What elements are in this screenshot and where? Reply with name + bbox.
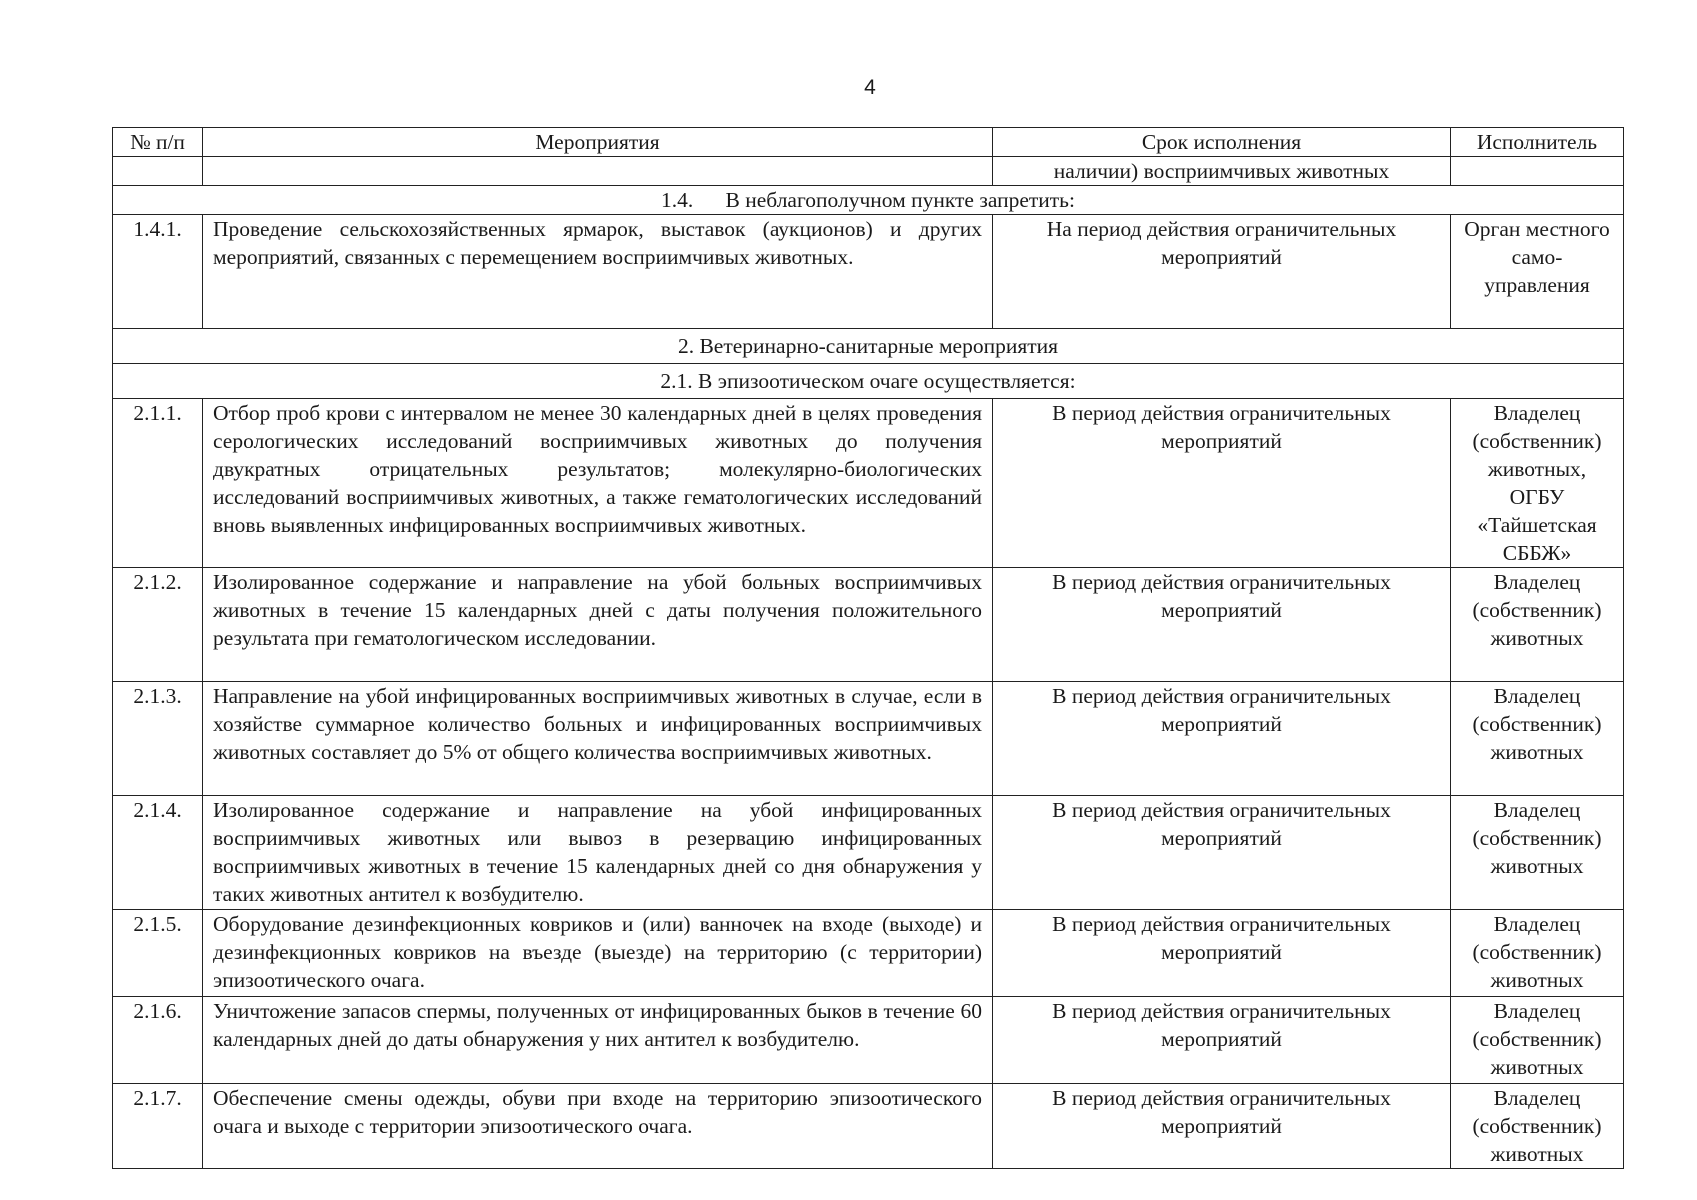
table-row xyxy=(113,682,1624,796)
table-row xyxy=(113,1084,1624,1169)
row-activity: Направление на убой инфицированных восприимчивых животных в случае, если в хозяйстве суммарное количество больных и инфицированных восприимчивых животных составляет до 5% от общего количества восприимчивых животных. xyxy=(203,682,993,796)
section-row-2 xyxy=(113,329,1624,364)
row-activity: Проведение сельскохозяйственных ярмарок, выставок (аукционов) и других мероприятий, связанных с перемещением восприимчивых животных. xyxy=(203,215,993,329)
measures-table xyxy=(112,127,1624,1169)
table-header-row xyxy=(113,128,1624,157)
subsection-title: 1.4. В неблагополучном пункте запретить: xyxy=(113,186,1624,215)
row-activity: Обеспечение смены одежды, обуви при входе на территорию эпизоотического очага и выходе с территории эпизоотического очага. xyxy=(203,1084,993,1169)
row-executor xyxy=(1451,157,1624,186)
row-term: На период действия ограничительных мероприятий xyxy=(993,215,1451,329)
table-row xyxy=(113,796,1624,910)
row-num: 2.1.5. xyxy=(113,910,203,997)
row-executor: Владелец (собственник) животных xyxy=(1451,682,1624,796)
table-row xyxy=(113,997,1624,1084)
page-number: 4 xyxy=(864,76,876,99)
header-activity: Мероприятия xyxy=(203,128,993,157)
header-executor: Исполнитель xyxy=(1451,128,1624,157)
row-executor: Владелец (собственник) животных xyxy=(1451,997,1624,1084)
row-term: В период действия ограничительных мероприятий xyxy=(993,796,1451,910)
row-executor: Владелец (собственник) животных xyxy=(1451,796,1624,910)
header-num: № п/п xyxy=(113,128,203,157)
row-activity: Оборудование дезинфекционных ковриков и (или) ванночек на входе (выходе) и дезинфекционных ковриков на въезде (выезде) на территорию (с территории) эпизоотического очага. xyxy=(203,910,993,997)
row-num xyxy=(113,157,203,186)
row-term: В период действия ограничительных мероприятий xyxy=(993,682,1451,796)
row-term: В период действия ограничительных мероприятий xyxy=(993,399,1451,568)
header-term: Срок исполнения xyxy=(993,128,1451,157)
row-num: 2.1.6. xyxy=(113,997,203,1084)
row-executor: Владелец (собственник) животных xyxy=(1451,910,1624,997)
table-row xyxy=(113,910,1624,997)
subsection-row-2-1 xyxy=(113,364,1624,399)
continuation-row xyxy=(113,157,1624,186)
row-activity xyxy=(203,157,993,186)
row-num: 1.4.1. xyxy=(113,215,203,329)
row-num: 2.1.1. xyxy=(113,399,203,568)
table-row xyxy=(113,568,1624,682)
row-num: 2.1.7. xyxy=(113,1084,203,1169)
row-term: В период действия ограничительных мероприятий xyxy=(993,568,1451,682)
subsection-row-1-4 xyxy=(113,186,1624,215)
table-row xyxy=(113,215,1624,329)
row-num: 2.1.2. xyxy=(113,568,203,682)
row-activity: Уничтожение запасов спермы, полученных от инфицированных быков в течение 60 календарных дней до даты обнаружения у них антител к возбудителю. xyxy=(203,997,993,1084)
table-row xyxy=(113,399,1624,568)
row-num: 2.1.4. xyxy=(113,796,203,910)
row-activity: Изолированное содержание и направление на убой больных восприимчивых животных в течение 15 календарных дней с даты получения положительного результата при гематологическом исследовании. xyxy=(203,568,993,682)
section-title: 2. Ветеринарно-санитарные мероприятия xyxy=(113,329,1624,364)
row-num: 2.1.3. xyxy=(113,682,203,796)
row-executor: Орган местного само-управления xyxy=(1451,215,1624,329)
row-executor: Владелец (собственник) животных, ОГБУ «Тайшетская СББЖ» xyxy=(1451,399,1624,568)
row-term: В период действия ограничительных мероприятий xyxy=(993,1084,1451,1169)
subsection-title: 2.1. В эпизоотическом очаге осуществляется: xyxy=(113,364,1624,399)
row-term: наличии) восприимчивых животных xyxy=(993,157,1451,186)
row-term: В период действия ограничительных мероприятий xyxy=(993,997,1451,1084)
row-activity: Изолированное содержание и направление на убой инфицированных восприимчивых животных или вывоз в резервацию инфицированных восприимчивых животных в течение 15 календарных дней со дня обнаружения у таких животных антител к возбудителю. xyxy=(203,796,993,910)
row-activity: Отбор проб крови с интервалом не менее 30 календарных дней в целях проведения серологических исследований восприимчивых животных до получения двукратных отрицательных результатов; молекулярно-биологических исследований восприимчивых животных, а также гематологических исследований вновь выявленных инфицированных восприимчивых животных. xyxy=(203,399,993,568)
row-term: В период действия ограничительных мероприятий xyxy=(993,910,1451,997)
row-executor: Владелец (собственник) животных xyxy=(1451,568,1624,682)
row-executor: Владелец (собственник) животных xyxy=(1451,1084,1624,1169)
